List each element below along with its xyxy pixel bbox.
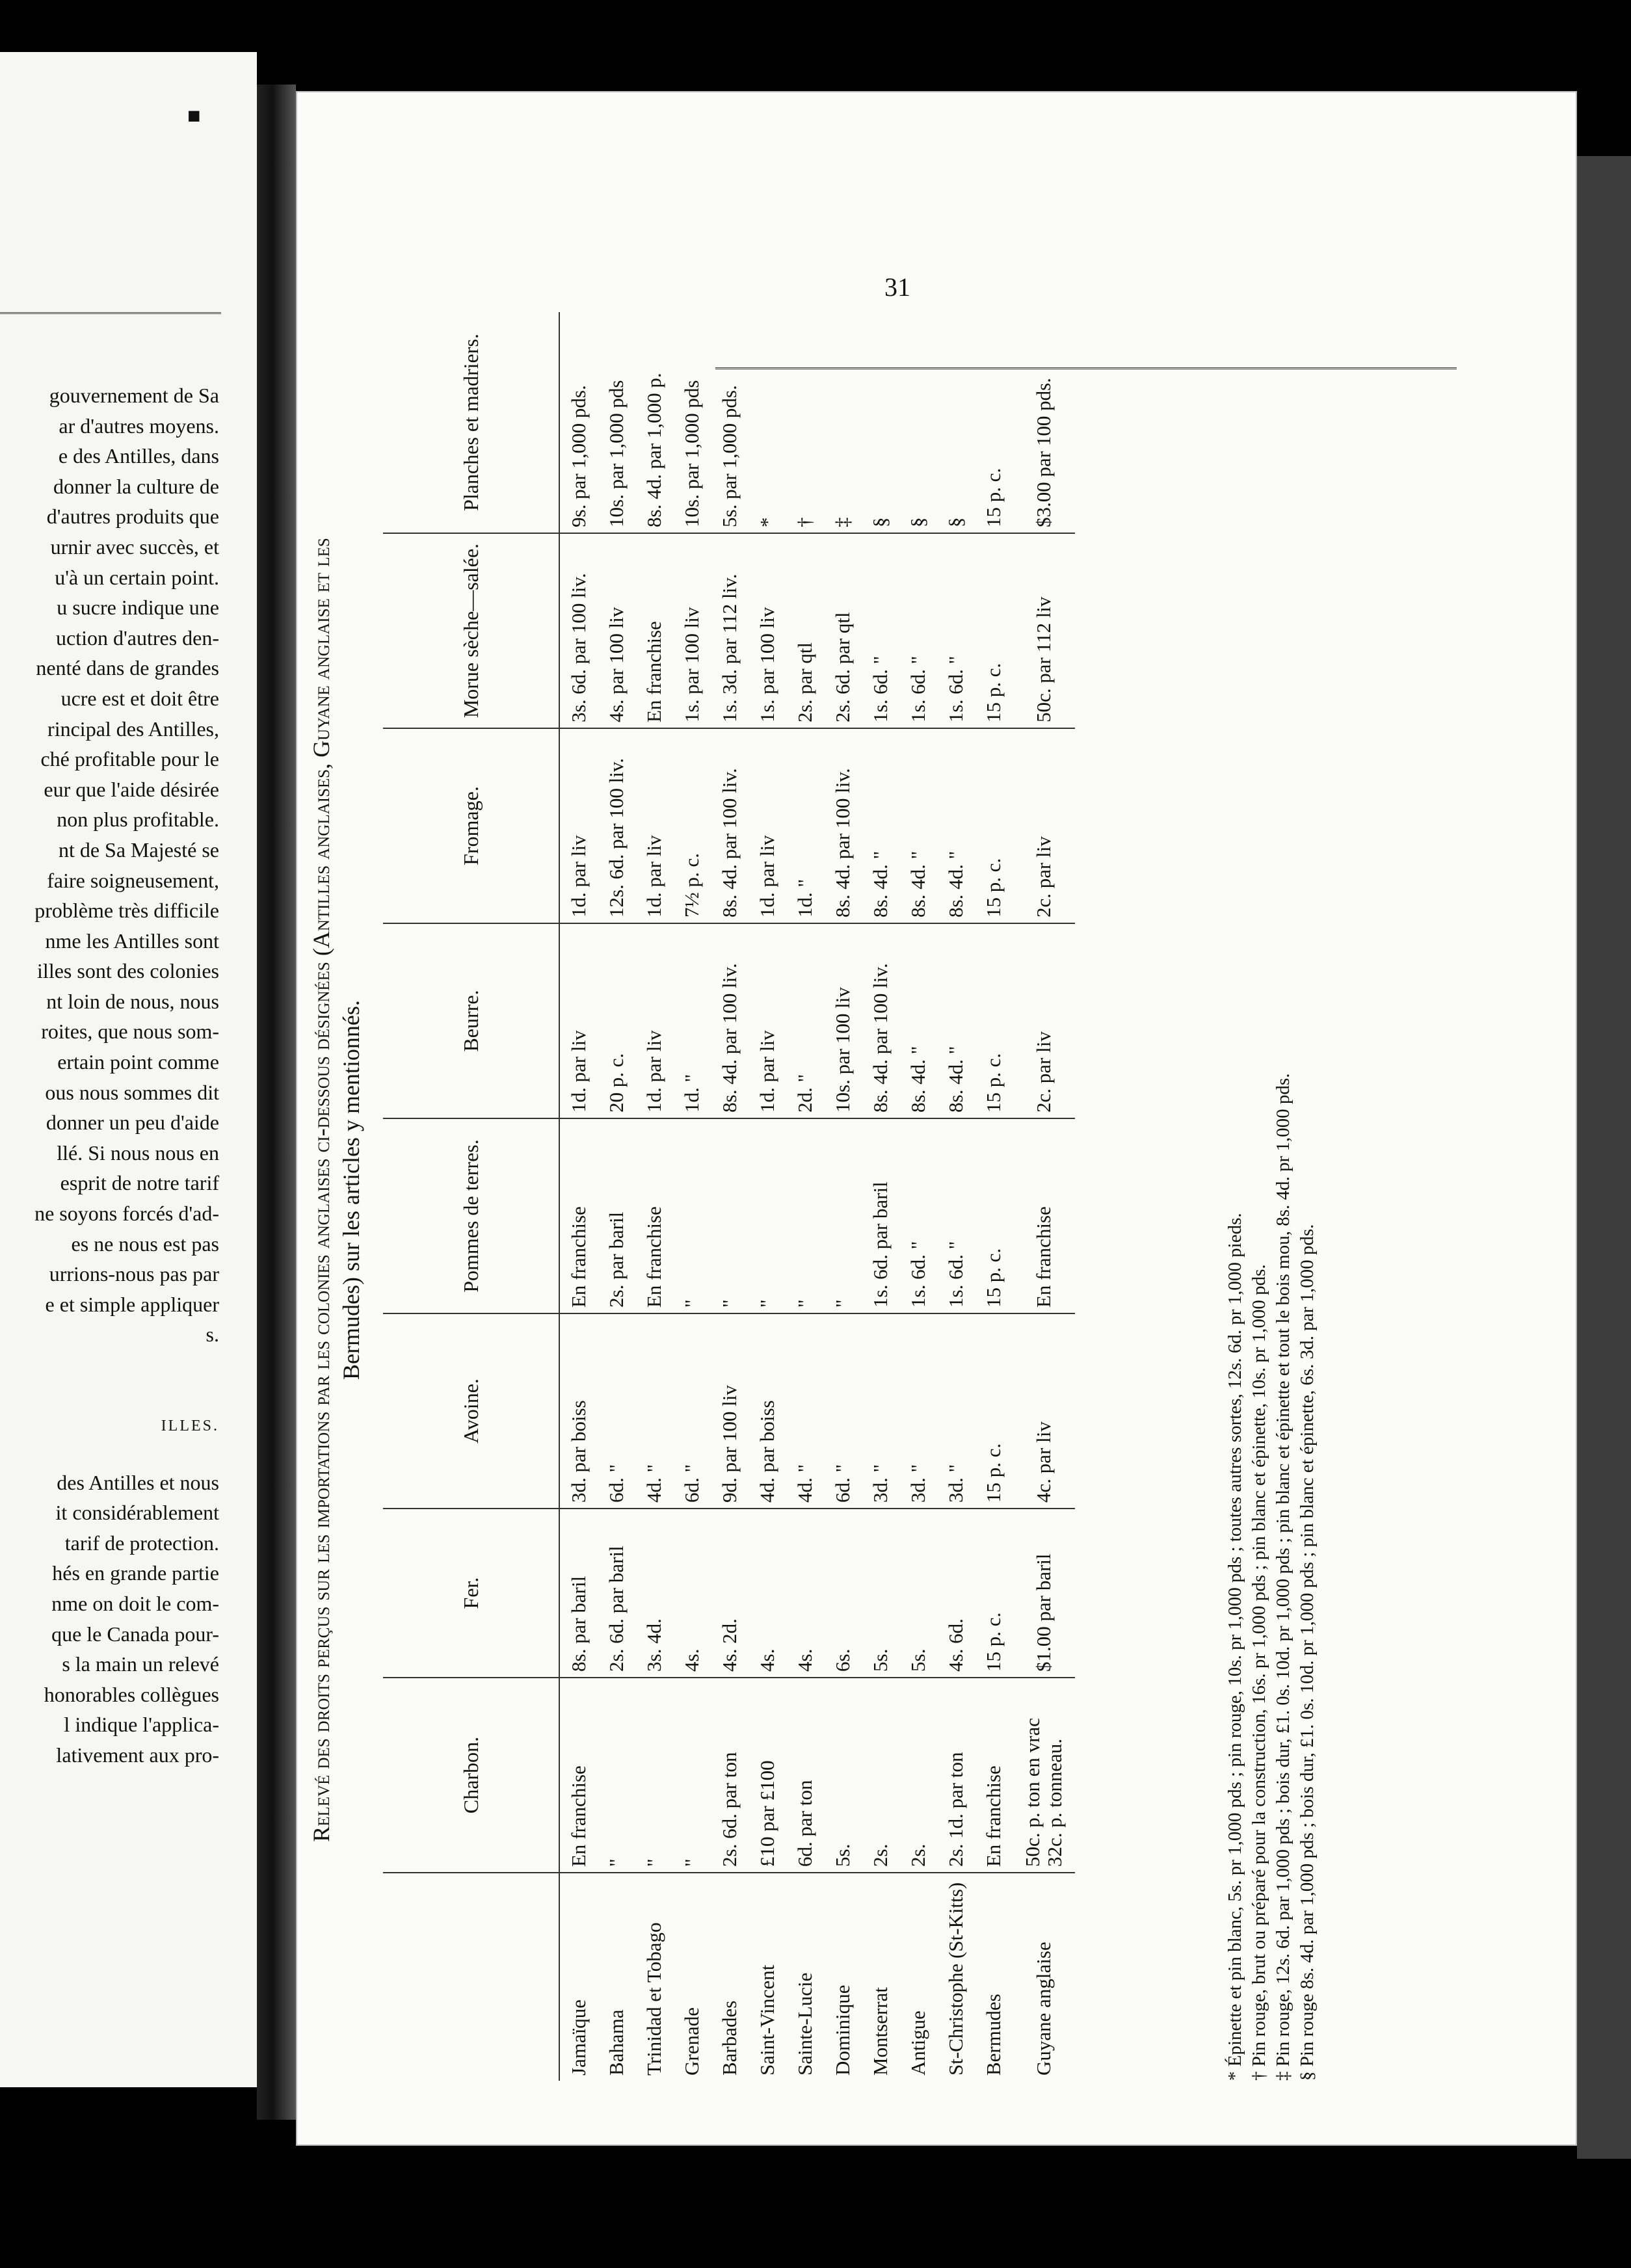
duty-cell: 2s. 1d. par ton [937,1678,975,1873]
column-header: Charbon. [383,1678,559,1873]
duty-cell: " [673,1678,711,1873]
duty-cell: 1s. 6d. " [899,1118,937,1313]
text-line: gouvernement de Sa [49,384,219,407]
duty-cell: 4s. par 100 liv [598,533,635,728]
text-line: nenté dans de grandes [36,656,219,680]
colony-name: Barbades [718,2000,741,2076]
colony-name: Antigue [907,2011,929,2076]
page-mark: ■ [187,104,201,128]
table-row [824,312,862,2081]
text-line: lativement aux pro- [56,1743,219,1767]
duty-cell: 15 p. c. [975,1118,1013,1313]
duty-cell: En franchise [635,533,673,728]
duty-cell: 15 p. c. [975,1509,1013,1678]
duty-cell: 4s. [749,1509,786,1678]
duty-cell: 50c. par 112 liv [1013,533,1075,728]
duty-cell: 3s. 4d. [635,1509,673,1678]
table-row [673,312,711,2081]
duty-cell: 8s. 4d. par 1,000 p. [635,312,673,533]
duty-cell: 15 p. c. [975,312,1013,533]
text-line: hés en grande partie [52,1561,219,1585]
duty-cell: 1s. 6d. " [862,533,899,728]
table-title-line-2: Bermudes) sur les articles y mentionnés. [338,1000,364,1380]
duty-cell: 8s. 4d. " [862,728,899,923]
text-line: s. [206,1323,219,1347]
table-row [711,312,749,2081]
duty-cell: 5s. [824,1678,862,1873]
header-colony [383,1873,559,2081]
colony-name: Sainte-Lucie [793,1972,816,2076]
text-line: que le Canada pour- [51,1622,219,1646]
duty-cell: 10s. par 1,000 pds [673,312,711,533]
duty-cell: 3d. " [899,1313,937,1509]
table-row [635,312,673,2081]
header-rule [0,312,221,314]
text-line: ché profitable pour le [40,747,219,771]
duty-cell: 8s. 4d. " [937,923,975,1118]
duty-cell: 2d. " [786,923,824,1118]
duty-cell: 10s. par 1,000 pds [598,312,635,533]
text-line: u'à un certain point. [55,565,219,589]
text-line: donner un peu d'aide [46,1111,219,1135]
table-row [975,312,1013,2081]
duty-cell: En franchise [635,1118,673,1313]
duty-cell: 2c. par liv [1013,923,1075,1118]
duty-cell: 1s. 6d. " [937,1118,975,1313]
table-row [862,312,899,2081]
column-header: Avoine. [383,1313,559,1509]
duty-cell: 1d. par liv [749,728,786,923]
text-line: l indique l'applica- [64,1713,219,1737]
colony-name: Montserrat [869,1986,892,2076]
duty-cell: " [673,1118,711,1313]
duty-cell: 6s. [824,1509,862,1678]
duty-cell: En franchise [559,1678,598,1873]
duty-cell: 2s. 6d. par ton [711,1678,749,1873]
duty-cell: En franchise [1013,1118,1075,1313]
table-row [786,312,824,2081]
duty-cell: En franchise [559,1118,598,1313]
text-line: ous nous sommes dit [45,1080,219,1104]
duty-cell: § [937,312,975,533]
table-row [598,312,635,2081]
duty-cell: $3.00 par 100 pds. [1013,312,1075,533]
text-line: llé. Si nous nous en [57,1141,219,1165]
duty-cell: 2s. par baril [598,1118,635,1313]
duty-cell: " [749,1118,786,1313]
page-gutter [257,85,296,2120]
table-row [937,312,975,2081]
text-line: nt loin de nous, nous [46,989,219,1013]
text-line: nme on doit le com- [51,1591,219,1615]
text-line: it considérablement [55,1501,219,1525]
duty-cell: 15 p. c. [975,728,1013,923]
table-title [306,319,366,2061]
column-header: Planches et madriers. [383,312,559,533]
duty-cell: 8s. 4d. par 100 liv. [824,728,862,923]
text-line: donner la culture de [53,474,219,498]
duty-cell: * [749,312,786,533]
duty-cell: † [786,312,824,533]
duty-cell: 6d. par ton [786,1678,824,1873]
duty-cell: 7½ p. c. [673,728,711,923]
duty-cell: 12s. 6d. par 100 liv. [598,728,635,923]
duty-cell: " [786,1118,824,1313]
duty-cell: " [824,1118,862,1313]
text-line: ar d'autres moyens. [59,414,219,438]
duty-cell: 4s. [673,1509,711,1678]
text-line: e et simple appliquer [45,1292,219,1316]
table-row [899,312,937,2081]
text-line: urnir avec succès, et [50,534,219,559]
duty-cell: 3s. 6d. par 100 liv. [559,533,598,728]
column-header: Fer. [383,1509,559,1678]
table-row [559,312,598,2081]
text-line: des Antilles et nous [57,1470,219,1494]
text-line: non plus profitable. [57,808,219,832]
duty-cell: § [899,312,937,533]
duty-cell: 4s. [786,1509,824,1678]
duty-cell: 4d. " [786,1313,824,1509]
page-number: 31 [884,272,910,302]
text-line: tarif de protection. [64,1531,219,1555]
duty-cell: 1d. par liv [635,728,673,923]
rotated-table-block [306,312,1334,2081]
duty-cell: 4d. " [635,1313,673,1509]
text-line: eur que l'aide désirée [44,777,219,801]
duty-cell: 1s. par 100 liv [749,533,786,728]
duty-cell: 3d. " [937,1313,975,1509]
text-line: ne soyons forcés d'ad- [34,1202,219,1226]
duty-cell: 9d. par 100 liv [711,1313,749,1509]
duty-cell: ‡ [824,312,862,533]
duty-cell: 8s. 4d. par 100 liv. [711,728,749,923]
table-row [749,312,786,2081]
duty-cell: 8s. 4d. " [899,923,937,1118]
column-header: Fromage. [383,728,559,923]
colony-name: Grenade [680,2007,703,2076]
footnote: ‡ Pin rouge, 12s. 6d. par 1,000 pds ; bois dur, £1. 0s. 10d. pr 1,000 pds ; pin blanc et épinette et tout le bois mou, 8s. 4d. pr 1,000 pds. [1273,1073,1293,2081]
duty-cell: 8s. 4d. par 100 liv. [711,923,749,1118]
footnote: * Épinette et pin blanc, 5s. pr 1,000 pds ; pin rouge, 10s. pr 1,000 pds ; toutes autres sortes, 12s. 6d. pr 1,000 pieds. [1225,1213,1245,2081]
text-line: uction d'autres den- [55,626,219,650]
duty-cell: 8s. par baril [559,1509,598,1678]
table-title-line-1: Relevé des droits perçus sur les importations par les colonies anglaises ci-dessous désignées (Antilles anglaises, Guyane anglaise et les [308,538,334,1842]
text-line: e des Antilles, dans [58,444,219,468]
column-header: Beurre. [383,923,559,1118]
duty-cell: 20 p. c. [598,923,635,1118]
duty-cell: 8s. 4d. par 100 liv. [862,923,899,1118]
book-spine [1577,156,1631,2159]
duty-cell: $1.00 par baril [1013,1509,1075,1678]
duty-cell: 1s. 6d. " [937,533,975,728]
colony-name: Guyane anglaise [1032,1942,1055,2076]
footnotes [1223,1074,1319,2081]
colony-name: Dominique [831,1984,854,2076]
duties-table [383,312,1075,2081]
duty-cell: " [635,1678,673,1873]
duty-cell: 1d. par liv [635,923,673,1118]
duty-cell: 1s. par 100 liv [673,533,711,728]
duty-cell: 2s. par qtl [786,533,824,728]
duty-cell: 1s. 6d. " [899,533,937,728]
duty-cell: 4s. 2d. [711,1509,749,1678]
previous-page [0,52,257,2087]
text-line: esprit de notre tarif [60,1171,219,1195]
section-heading: ILLES. [161,1418,219,1434]
text-line: rincipal des Antilles, [47,717,219,741]
text-line: roites, que nous som- [41,1020,219,1044]
duty-cell: 10s. par 100 liv [824,923,862,1118]
text-line: nt de Sa Majesté se [58,837,219,862]
duty-cell: £10 par £100 [749,1678,786,1873]
text-line: ucre est et doit être [60,686,219,710]
duty-cell: 15 p. c. [975,1313,1013,1509]
duty-cell: En franchise [975,1678,1013,1873]
duty-cell: 3d. par boiss [559,1313,598,1509]
duty-cell: 2s. [899,1678,937,1873]
duty-cell: 1d. " [786,728,824,923]
duty-cell: 8s. 4d. " [899,728,937,923]
table-header-row [383,312,559,2081]
duty-cell: " [598,1678,635,1873]
duty-cell: 50c. p. ton en vrac 32c. p. tonneau. [1013,1678,1075,1873]
duty-cell: § [862,312,899,533]
duty-cell: 4c. par liv [1013,1313,1075,1509]
colony-name: Jamaïque [567,1999,590,2076]
colony-name: Trinidad et Tobago [643,1922,665,2076]
text-line: nme les Antilles sont [45,929,219,953]
duty-cell: 2s. [862,1678,899,1873]
duty-cell: 8s. 4d. " [937,728,975,923]
duty-cell: 2s. 6d. par baril [598,1509,635,1678]
colony-name: Bermudes [982,1994,1005,2076]
text-line: s la main un relevé [62,1652,219,1676]
column-header: Morue sèche—salée. [383,533,559,728]
table-row [1013,312,1075,2081]
duty-cell: 1d. par liv [749,923,786,1118]
footnote: † Pin rouge, brut ou préparé pour la construction, 16s. pr 1,000 pds ; pin blanc et épinette, 10s. pr 1,000 pds. [1249,1264,1269,2081]
duty-cell: 1s. 3d. par 112 liv. [711,533,749,728]
duty-cell: 5s. par 1,000 pds. [711,312,749,533]
duty-cell: 4d. par boiss [749,1313,786,1509]
duty-cell: 5s. [862,1509,899,1678]
text-line: honorables collègues [44,1682,219,1706]
text-line: problème très difficile [34,899,219,923]
text-line: ertain point comme [57,1050,219,1074]
duty-cell: 2c. par liv [1013,728,1075,923]
duty-cell: 3d. " [862,1313,899,1509]
duty-cell: 15 p. c. [975,533,1013,728]
colony-name: St-Christophe (St-Kitts) [944,1882,967,2076]
text-line: faire soigneusement, [47,868,219,892]
colony-name: Saint-Vincent [756,1964,778,2076]
footnote: § Pin rouge 8s. 4d. par 1,000 pds ; bois dur, £1. 0s. 10d. pr 1,000 pds ; pin blanc et épinette, 6s. 3d. par 1,000 pds. [1297,1224,1318,2081]
text-line: u sucre indique une [57,596,219,620]
text-line: illes sont des colonies [37,959,219,983]
duty-cell: 1s. 6d. par baril [862,1118,899,1313]
previous-page-text [34,380,219,1771]
duty-cell: " [711,1118,749,1313]
duty-cell: 4s. 6d. [937,1509,975,1678]
duty-cell: 1d. " [673,923,711,1118]
duty-cell: 1d. par liv [559,728,598,923]
duty-cell: 9s. par 1,000 pds. [559,312,598,533]
duty-cell: 1d. par liv [559,923,598,1118]
duty-cell: 6d. " [598,1313,635,1509]
duty-cell: 6d. " [673,1313,711,1509]
text-line: es ne nous est pas [71,1232,219,1256]
column-header: Pommes de terres. [383,1118,559,1313]
text-line: urrions-nous pas par [49,1262,219,1286]
duty-cell: 15 p. c. [975,923,1013,1118]
text-line: d'autres produits que [46,505,219,529]
duty-cell: 5s. [899,1509,937,1678]
duty-cell: 6d. " [824,1313,862,1509]
duty-cell: 2s. 6d. par qtl [824,533,862,728]
colony-name: Bahama [605,2009,628,2076]
